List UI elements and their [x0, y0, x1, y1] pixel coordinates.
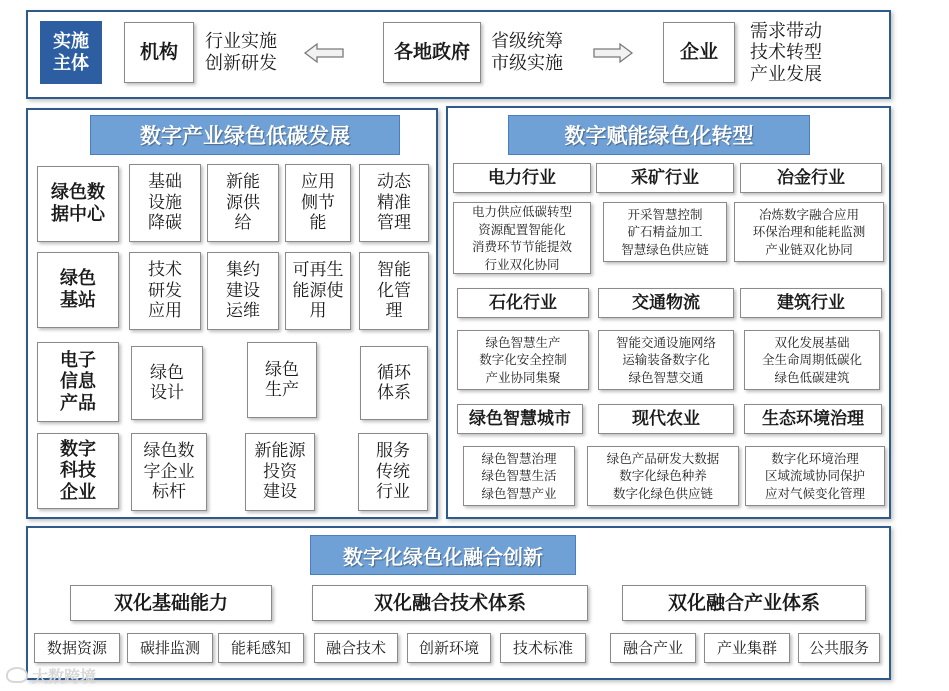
sector-label: 采矿行业 — [596, 163, 734, 193]
sector-item: 绿色智慧治理 — [481, 450, 557, 466]
matrix-cell: 动态 精准 管理 — [359, 164, 429, 242]
watermark-logo-icon — [6, 667, 28, 683]
matrix-cell: 新能 源供 给 — [207, 164, 279, 242]
sector-items — [598, 330, 734, 390]
sector-item: 区域流域协同保护 — [764, 468, 865, 484]
capability-item: 融合技术 — [314, 633, 398, 663]
sector-items — [744, 330, 880, 390]
sector-item: 产业链双化协同 — [765, 241, 853, 257]
sector-label: 现代农业 — [598, 404, 734, 434]
row-head-electronics: 电子 信息 产品 — [37, 342, 119, 422]
enterprise-label: 企业 — [679, 41, 718, 64]
sector-item: 绿色智慧产业 — [481, 485, 557, 501]
matrix-cell: 绿色 生产 — [247, 342, 317, 418]
sector-item: 资源配置智能化 — [478, 221, 566, 237]
right-arrow-icon — [592, 42, 634, 64]
row-head-base-station: 绿色 基站 — [37, 252, 119, 328]
sector-item: 环保治理和能耗监测 — [752, 224, 866, 240]
institution-desc-line: 创新研发 — [205, 52, 277, 74]
sector-item: 智慧绿色供应链 — [621, 241, 709, 257]
bottom-panel-title: 数字化绿色化融合创新 — [310, 535, 576, 575]
sector-item: 双化发展基础 — [774, 334, 850, 350]
sector-label: 建筑行业 — [740, 288, 882, 318]
sector-item: 绿色产品研发大数据 — [606, 450, 720, 466]
capability-item: 创新环境 — [407, 633, 491, 663]
watermark — [6, 664, 96, 686]
government-desc — [491, 22, 581, 83]
sector-label: 石化行业 — [457, 288, 589, 318]
sector-item: 绿色智慧生活 — [481, 468, 557, 484]
sector-items — [587, 446, 739, 506]
sector-item: 数字化绿色供应链 — [612, 485, 713, 501]
sector-item: 绿色智慧生产 — [485, 334, 561, 350]
institution-label: 机构 — [139, 41, 178, 64]
matrix-cell: 绿色 设计 — [131, 346, 203, 420]
government-box — [383, 22, 481, 83]
enterprise-box — [663, 22, 735, 83]
matrix-cell: 基础 设施 降碳 — [129, 164, 201, 242]
matrix-cell: 技术 研发 应用 — [129, 252, 201, 330]
sector-items — [734, 202, 884, 262]
sector-item: 电力供应低碳转型 — [471, 204, 572, 219]
sector-item: 全生命周期低碳化 — [761, 352, 862, 368]
government-desc-line: 省级统筹 — [491, 30, 563, 52]
government-desc-line: 市级实施 — [491, 52, 563, 74]
sector-item: 运输装备数字化 — [622, 352, 710, 368]
sector-items — [745, 446, 885, 506]
sector-label: 交通物流 — [598, 288, 734, 318]
capability-item: 数据资源 — [34, 633, 120, 663]
sector-label: 生态环境治理 — [744, 404, 882, 434]
right-panel-title: 数字赋能绿色化转型 — [508, 115, 810, 155]
sector-item: 智能交通设施网络 — [615, 334, 716, 350]
sector-item: 消费环节节能提效 — [471, 239, 572, 254]
matrix-cell: 循环 体系 — [360, 346, 428, 420]
group-label: 双化融合技术体系 — [312, 585, 588, 621]
sector-item: 产业协同集聚 — [485, 369, 561, 385]
matrix-cell: 集约 建设 运维 — [207, 252, 279, 330]
capability-item: 公共服务 — [798, 633, 880, 663]
matrix-cell: 智能 化管 理 — [359, 252, 429, 330]
sector-items — [453, 202, 591, 274]
capability-item: 融合产业 — [610, 633, 696, 663]
sector-items — [457, 330, 589, 390]
sector-item: 数字化环境治理 — [771, 450, 859, 466]
capability-item: 碳排监测 — [127, 633, 213, 663]
group-label: 双化基础能力 — [70, 585, 272, 621]
left-panel-title: 数字产业绿色低碳发展 — [90, 115, 400, 155]
sector-label: 绿色智慧城市 — [457, 404, 583, 434]
sector-item: 开采智慧控制 — [627, 206, 703, 222]
enterprise-desc-line: 技术转型 — [750, 42, 822, 64]
sector-label: 电力行业 — [453, 163, 591, 193]
sector-item: 数字化安全控制 — [479, 352, 567, 368]
capability-item: 技术标准 — [500, 633, 586, 663]
watermark-text: 大数跨境 — [32, 666, 97, 686]
row-head-tech-enterprise: 数字 科技 企业 — [37, 433, 119, 509]
matrix-cell: 新能源 投资 建设 — [245, 433, 315, 511]
enterprise-desc-line: 需求带动 — [750, 20, 822, 42]
sector-item: 冶炼数字融合应用 — [758, 206, 859, 222]
capability-item: 产业集群 — [704, 633, 790, 663]
sector-item: 数字化绿色种养 — [619, 468, 707, 484]
matrix-cell: 绿色数 字企业 标杆 — [131, 433, 207, 511]
sector-label: 冶金行业 — [740, 163, 882, 193]
sector-item: 行业双化协同 — [484, 256, 560, 272]
row-head-data-center: 绿色数 据中心 — [37, 166, 119, 242]
matrix-cell: 可再生 能源使 用 — [285, 252, 351, 330]
sector-item: 绿色低碳建筑 — [774, 369, 850, 385]
sector-items — [603, 202, 727, 262]
capability-item: 能耗感知 — [218, 633, 304, 663]
sector-item: 应对气候变化管理 — [764, 485, 865, 501]
enterprise-desc — [750, 18, 850, 88]
matrix-cell: 应用 侧节 能 — [285, 164, 351, 242]
group-label: 双化融合产业体系 — [622, 585, 866, 621]
institution-box — [124, 22, 194, 83]
enterprise-desc-line: 产业发展 — [750, 63, 822, 85]
sector-item: 绿色智慧交通 — [628, 369, 704, 385]
left-arrow-icon — [303, 42, 345, 64]
sector-item: 矿石精益加工 — [627, 224, 703, 240]
sector-items — [463, 446, 575, 506]
institution-desc — [205, 22, 295, 83]
implementer-label: 实施 主体 — [40, 21, 102, 84]
government-label: 各地政府 — [393, 41, 470, 64]
institution-desc-line: 行业实施 — [205, 30, 277, 52]
matrix-cell: 服务 传统 行业 — [358, 433, 428, 511]
